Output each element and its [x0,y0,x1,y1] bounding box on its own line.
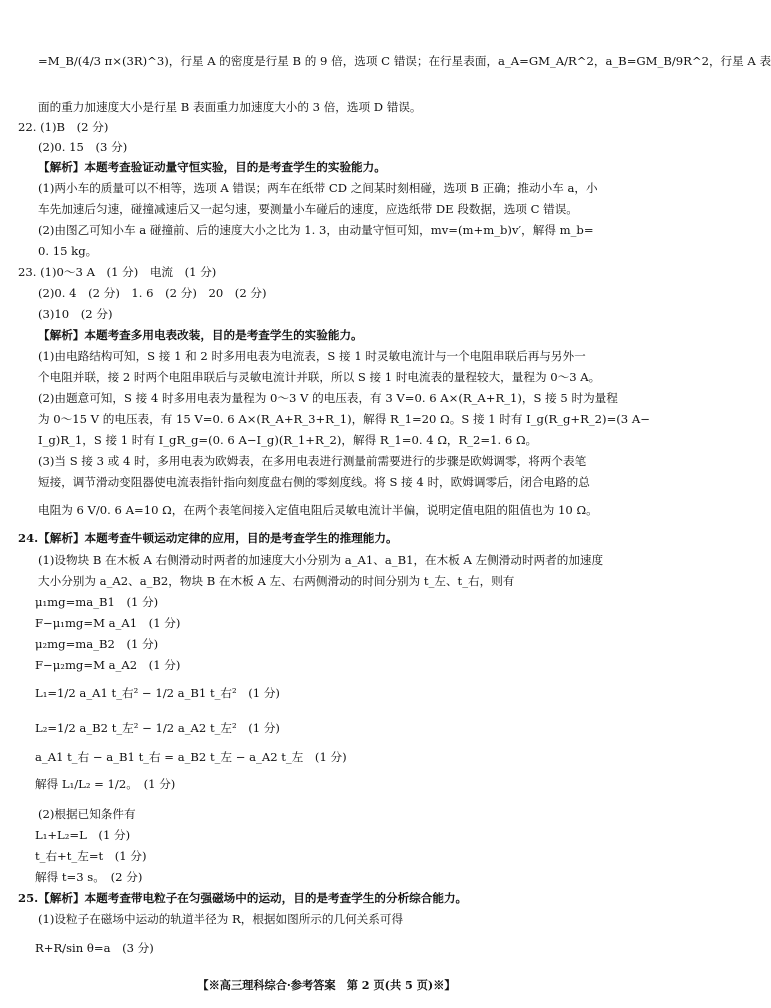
answer-line: (1)设粒子在磁场中运动的轨道半径为 R，根据如图所示的几何关系可得 [38,912,404,926]
answer-line: 25.【解析】本题考查带电粒子在匀强磁场中的运动，目的是考查学生的分析综合能力。 [18,891,468,905]
answer-line: (2)由图乙可知小车 a 碰撞前、后的速度大小之比为 1. 3，由动量守恒可知，mv=(m+m_b)v′，解得 m_b= [38,223,594,237]
answer-line: L₁=1/2 a_A1 t_右² − 1/2 a_B1 t_右² (1 分) [35,686,280,700]
answer-line: μ₁mg=ma_B1 (1 分) [35,595,159,609]
answer-line: I_g)R_1，S 接 1 时有 I_gR_g=(0. 6 A−I_g)(R_1+R_2)，解得 R_1=0. 4 Ω，R_2=1. 6 Ω。 [38,433,538,447]
answer-line: 23. (1)0～3 A (1 分) 电流 (1 分) [18,265,217,279]
answer-line: L₁+L₂=L (1 分) [35,828,131,842]
answer-line: L₂=1/2 a_B2 t_左² − 1/2 a_A2 t_左² (1 分) [35,721,280,735]
answer-line: (2)根据已知条件有 [38,807,136,821]
answer-line: μ₂mg=ma_B2 (1 分) [35,637,159,651]
answer-line: (3)当 S 接 3 或 4 时，多用电表为欧姆表，在多用电表进行测量前需要进行的步骤是欧姆调零，将两个表笔 [38,454,587,468]
answer-line: 面的重力加速度大小是行星 B 表面重力加速度大小的 3 倍，选项 D 错误。 [38,100,422,114]
answer-line: 0. 15 kg。 [38,244,98,258]
answer-line: F−μ₁mg=M a_A1 (1 分) [35,616,181,630]
answer-line: 解得 L₁/L₂ = 1/2。 (1 分) [35,777,176,791]
answer-line: 车先加速后匀速，碰撞减速后又一起匀速，要测量小车碰后的速度，应选纸带 DE 段数据，选项 C 错误。 [38,202,578,216]
answer-line: R+R/sin θ=a (3 分) [35,941,154,955]
page-footer: 【※高三理科综合·参考答案 第 2 页(共 5 页)※】 [197,978,456,992]
answer-line: 电阻为 6 V/0. 6 A=10 Ω，在两个表笔间接入定值电阻后灵敏电流计半偏，说明定值电阻的阻值也为 10 Ω。 [38,503,598,517]
answer-line: 24.【解析】本题考查牛顿运动定律的应用，目的是考查学生的推理能力。 [18,531,398,545]
answer-line: 大小分别为 a_A2、a_B2，物块 B 在木板 A 左、右两侧滑动的时间分别为 t_左、t_右，则有 [38,574,515,588]
answer-line: t_右+t_左=t (1 分) [35,849,147,863]
answer-line: (1)由电路结构可知，S 接 1 和 2 时多用电表为电流表，S 接 1 时灵敏电流计与一个电阻串联后再与另外一 [38,349,586,363]
answer-line: (3)10 (2 分) [38,307,113,321]
answer-line: (1)两小车的质量可以不相等，选项 A 错误；两车在纸带 CD 之间某时刻相碰，选项 B 正确；推动小车 a，小 [38,181,598,195]
answer-line: 解得 t=3 s。 (2 分) [35,870,143,884]
answer-line: =M_B/(4/3 π×(3R)^3)，行星 A 的密度是行星 B 的 9 倍，选项 C 错误；在行星表面，a_A=GM_A/R^2，a_B=GM_B/9R^2，行星 A 表 [38,54,771,68]
answer-line: (2)0. 15 (3 分) [38,140,128,154]
answer-line: 【解析】本题考查验证动量守恒实验，目的是考查学生的实验能力。 [38,160,386,174]
answer-line: F−μ₂mg=M a_A2 (1 分) [35,658,181,672]
answer-line: 为 0～15 V 的电压表，有 15 V=0. 6 A×(R_A+R_3+R_1)，解得 R_1=20 Ω。S 接 1 时有 I_g(R_g+R_2)=(3 A− [38,412,650,426]
answer-line: 【解析】本题考查多用电表改装，目的是考查学生的实验能力。 [38,328,363,342]
answer-line: a_A1 t_右 − a_B1 t_右 = a_B2 t_左 − a_A2 t_左 (1 分) [35,750,347,764]
answer-line: (2)由题意可知，S 接 4 时多用电表为量程为 0～3 V 的电压表，有 3 V=0. 6 A×(R_A+R_1)，S 接 5 时为量程 [38,391,618,405]
answer-line: 短接，调节滑动变阻器使电流表指针指向刻度盘右侧的零刻度线。将 S 接 4 时，欧姆调零后，闭合电路的总 [38,475,590,489]
answer-line: (2)0. 4 (2 分) 1. 6 (2 分) 20 (2 分) [38,286,267,300]
answer-line: 个电阻并联，接 2 时两个电阻串联后与灵敏电流计并联，所以 S 接 1 时电流表的量程较大，量程为 0～3 A。 [38,370,601,384]
answer-line: 22. (1)B (2 分) [18,120,109,134]
answer-line: (1)设物块 B 在木板 A 右侧滑动时两者的加速度大小分别为 a_A1、a_B1，在木板 A 左侧滑动时两者的加速度 [38,553,604,567]
